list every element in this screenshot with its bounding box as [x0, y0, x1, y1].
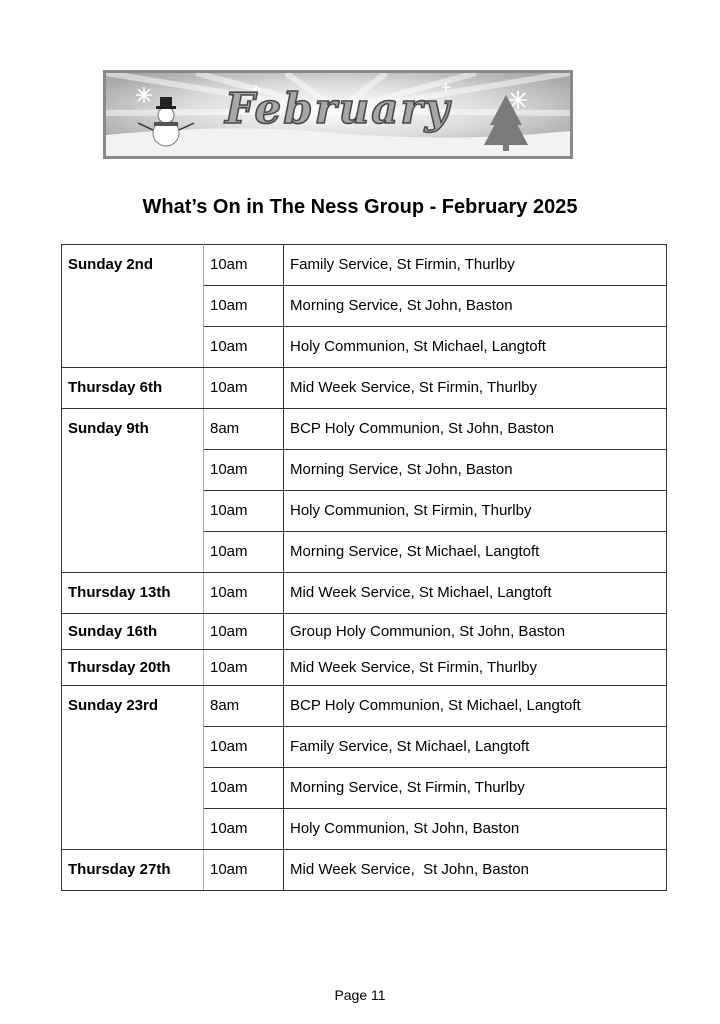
- table-row: [62, 409, 667, 450]
- time-cell: 10am: [204, 614, 284, 650]
- day-cell: Thursday 13th: [62, 573, 204, 614]
- time-cell: 10am: [204, 727, 284, 768]
- banner-word: February: [224, 84, 452, 133]
- time-cell: 10am: [204, 491, 284, 532]
- event-cell: Morning Service, St John, Baston: [284, 450, 667, 491]
- table-row: [62, 573, 667, 614]
- time-cell: 10am: [204, 850, 284, 891]
- day-cell: Sunday 9th: [62, 409, 204, 573]
- time-cell: 10am: [204, 809, 284, 850]
- event-cell: Morning Service, St John, Baston: [284, 286, 667, 327]
- event-cell: Holy Communion, St John, Baston: [284, 809, 667, 850]
- day-cell: Sunday 23rd: [62, 686, 204, 850]
- event-cell: Morning Service, St Firmin, Thurlby: [284, 768, 667, 809]
- day-cell: Thursday 6th: [62, 368, 204, 409]
- event-cell: Holy Communion, St Michael, Langtoft: [284, 327, 667, 368]
- time-cell: 10am: [204, 532, 284, 573]
- event-cell: Family Service, St Firmin, Thurlby: [284, 245, 667, 286]
- events-schedule-table: [61, 244, 667, 891]
- time-cell: 10am: [204, 245, 284, 286]
- time-cell: 8am: [204, 686, 284, 727]
- time-cell: 10am: [204, 368, 284, 409]
- time-cell: 10am: [204, 450, 284, 491]
- event-cell: Family Service, St Michael, Langtoft: [284, 727, 667, 768]
- table-row: [62, 650, 667, 686]
- event-cell: BCP Holy Communion, St John, Baston: [284, 409, 667, 450]
- table-row: [62, 368, 667, 409]
- event-cell: Mid Week Service, St Firmin, Thurlby: [284, 368, 667, 409]
- event-cell: Mid Week Service, St Michael, Langtoft: [284, 573, 667, 614]
- table-row: [62, 850, 667, 891]
- page-number: Page 11: [334, 987, 386, 1003]
- page-title: What’s On in The Ness Group - February 2025: [142, 196, 578, 218]
- day-cell: Sunday 16th: [62, 614, 204, 650]
- time-cell: 10am: [204, 327, 284, 368]
- day-cell: Thursday 27th: [62, 850, 204, 891]
- event-cell: Holy Communion, St Firmin, Thurlby: [284, 491, 667, 532]
- event-cell: Morning Service, St Michael, Langtoft: [284, 532, 667, 573]
- day-cell: Sunday 2nd: [62, 245, 204, 368]
- time-cell: 10am: [204, 573, 284, 614]
- time-cell: 8am: [204, 409, 284, 450]
- event-cell: Mid Week Service, St John, Baston: [284, 850, 667, 891]
- table-row: [62, 614, 667, 650]
- event-cell: BCP Holy Communion, St Michael, Langtoft: [284, 686, 667, 727]
- event-cell: Group Holy Communion, St John, Baston: [284, 614, 667, 650]
- event-cell: Mid Week Service, St Firmin, Thurlby: [284, 650, 667, 686]
- table-row: [62, 686, 667, 727]
- time-cell: 10am: [204, 650, 284, 686]
- day-cell: Thursday 20th: [62, 650, 204, 686]
- time-cell: 10am: [204, 286, 284, 327]
- table-row: [62, 245, 667, 286]
- february-banner: [103, 70, 573, 159]
- time-cell: 10am: [204, 768, 284, 809]
